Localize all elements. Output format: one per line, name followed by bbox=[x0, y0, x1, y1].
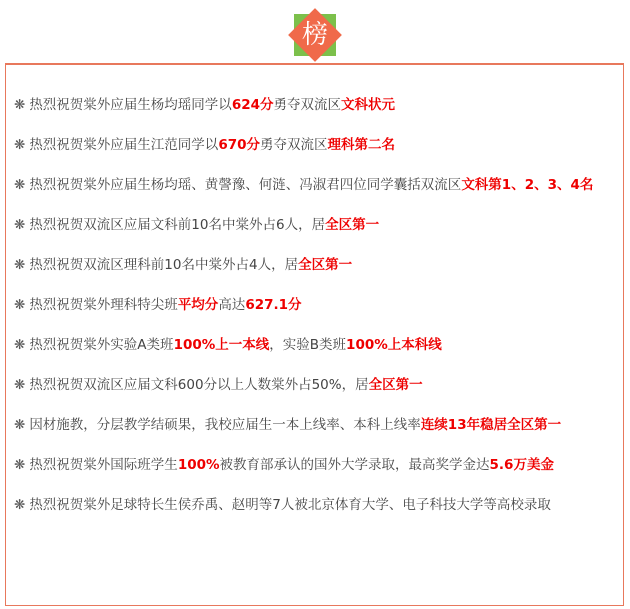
bullet-icon: ❋ bbox=[14, 137, 26, 153]
item-text: 热烈祝贺双流区应届文科前10名中棠外占6人，居 bbox=[29, 217, 326, 233]
list-item bbox=[14, 325, 615, 365]
bullet-icon: ❋ bbox=[14, 257, 26, 273]
highlight-text: 100% bbox=[177, 457, 220, 473]
item-text: 高达 bbox=[218, 297, 246, 313]
list-item bbox=[14, 285, 615, 325]
honor-list-box bbox=[5, 63, 624, 606]
highlight-text: 5.6万美金 bbox=[489, 457, 554, 473]
item-text: 热烈祝贺棠外实验A类班 bbox=[29, 337, 174, 353]
item-text: 热烈祝贺棠外应届生杨均瑶、黄謦豫、何涟、冯淑君四位同学囊括双流区 bbox=[29, 177, 462, 193]
highlight-text: 连续13年稳居全区第一 bbox=[420, 417, 562, 433]
list-item bbox=[14, 445, 615, 485]
highlight-text: 627.1分 bbox=[245, 297, 302, 313]
highlight-text: 670分 bbox=[218, 137, 260, 153]
list-item bbox=[14, 245, 615, 285]
highlight-text: 文科第1、2、3、4名 bbox=[461, 177, 594, 193]
list-item bbox=[14, 125, 615, 165]
honor-list bbox=[6, 65, 623, 525]
item-text: 被教育部承认的国外大学录取，最高奖学金达 bbox=[219, 457, 490, 473]
item-text: 勇夺双流区 bbox=[260, 137, 328, 153]
bullet-icon: ❋ bbox=[14, 177, 26, 193]
list-item bbox=[14, 485, 615, 525]
item-text: 因材施教，分层教学结硕果，我校应届生一本上线率、本科上线率 bbox=[29, 417, 421, 433]
bullet-icon: ❋ bbox=[14, 457, 26, 473]
bullet-icon: ❋ bbox=[14, 377, 26, 393]
item-text: 热烈祝贺棠外应届生江范同学以 bbox=[29, 137, 219, 153]
highlight-text: 100%上一本线 bbox=[173, 337, 270, 353]
bullet-icon: ❋ bbox=[14, 217, 26, 233]
highlight-text: 624分 bbox=[231, 97, 274, 113]
list-item bbox=[14, 85, 615, 125]
badge-text: 榜 bbox=[301, 20, 328, 50]
item-text: 热烈祝贺双流区理科前10名中棠外占4人，居 bbox=[29, 257, 299, 273]
highlight-text: 全区第一 bbox=[298, 257, 353, 273]
bullet-icon: ❋ bbox=[14, 497, 26, 513]
list-item bbox=[14, 205, 615, 245]
item-text: 热烈祝贺双流区应届文科600分以上人数棠外占50%，居 bbox=[29, 377, 369, 393]
highlight-text: 平均分 bbox=[177, 297, 219, 313]
bullet-icon: ❋ bbox=[14, 337, 26, 353]
item-text: 热烈祝贺棠外国际班学生 bbox=[29, 457, 178, 473]
item-text: ，实验B类班 bbox=[269, 337, 347, 353]
list-item bbox=[14, 165, 615, 205]
highlight-text: 理科第二名 bbox=[327, 137, 395, 153]
item-text: 热烈祝贺棠外理科特尖班 bbox=[29, 297, 178, 313]
bullet-icon: ❋ bbox=[14, 297, 26, 313]
list-item bbox=[14, 365, 615, 405]
rank-badge bbox=[290, 10, 340, 60]
bullet-icon: ❋ bbox=[14, 97, 26, 113]
item-text: 热烈祝贺棠外足球特长生侯乔禹、赵明等7人被北京体育大学、电子科技大学等高校录取 bbox=[29, 497, 551, 513]
list-item bbox=[14, 405, 615, 445]
highlight-text: 文科状元 bbox=[341, 97, 395, 113]
item-text: 热烈祝贺棠外应届生杨均瑶同学以 bbox=[29, 97, 232, 113]
highlight-text: 全区第一 bbox=[368, 377, 423, 393]
highlight-text: 全区第一 bbox=[325, 217, 380, 233]
highlight-text: 100%上本科线 bbox=[346, 337, 442, 353]
item-text: 勇夺双流区 bbox=[273, 97, 341, 113]
bullet-icon: ❋ bbox=[14, 417, 26, 433]
